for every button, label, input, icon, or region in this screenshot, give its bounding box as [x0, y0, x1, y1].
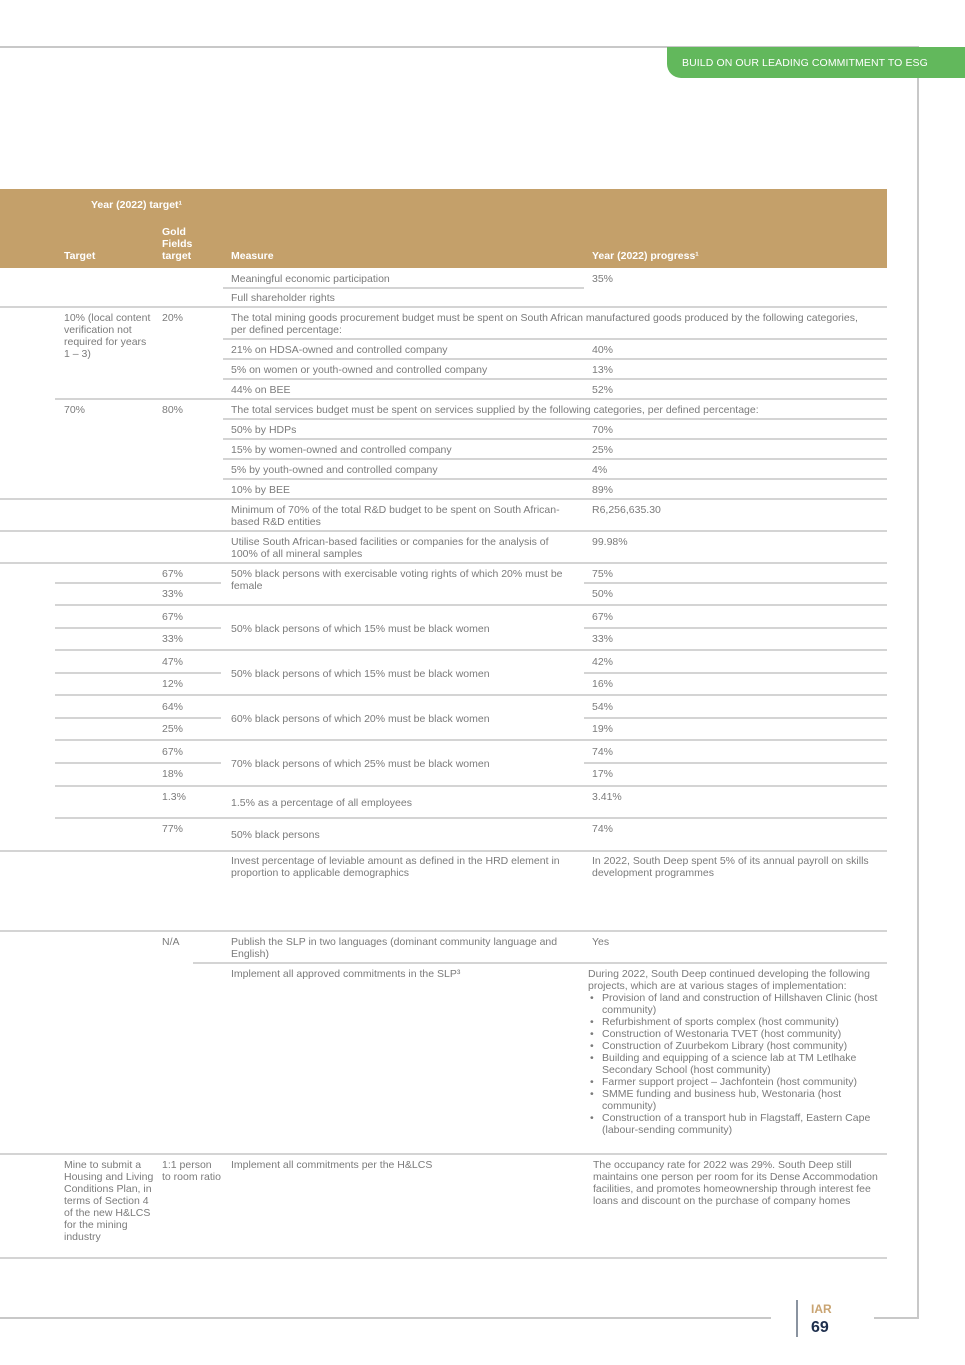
right-rule	[917, 46, 919, 1318]
header-gf-target: Gold Fields target	[162, 226, 193, 262]
measure-cell: 60% black persons of which 20% must be black women	[231, 713, 490, 725]
header-target: Target	[64, 250, 96, 262]
row-divider	[0, 1153, 887, 1155]
target-cell: 70%	[64, 404, 86, 416]
progress-cell: R6,256,635.30	[592, 504, 661, 516]
row-divider	[223, 287, 584, 289]
row-divider	[55, 649, 887, 651]
progress-cell: 16%	[592, 678, 614, 690]
row-divider	[584, 627, 887, 629]
measure-cell: 15% by women-owned and controlled company	[231, 444, 452, 456]
page-number: 69	[811, 1319, 829, 1336]
measure-cell: The total services budget must be spent on services supplied by the following categories, per defined percentage:	[231, 404, 759, 416]
gf-target-cell: 1:1 person to room ratio	[162, 1159, 221, 1183]
gf-target-cell: 64%	[162, 701, 184, 713]
footer-rule	[0, 1317, 771, 1319]
measure-cell: 10% by BEE	[231, 484, 290, 496]
row-divider	[55, 717, 221, 719]
list-item: • Construction of Westonaria TVET (host community)	[588, 1028, 884, 1040]
progress-cell: In 2022, South Deep spent 5% of its annual payroll on skills development programmes	[592, 855, 869, 879]
table-header	[0, 189, 887, 268]
measure-cell: 50% black persons of which 15% must be black women	[231, 668, 490, 680]
measure-cell: 50% black persons	[231, 829, 320, 841]
row-divider	[55, 694, 887, 696]
row-divider	[584, 672, 887, 674]
measure-cell: 5% on women or youth-owned and controlled company	[231, 364, 488, 376]
list-item: • SMME funding and business hub, Westonaria (host community)	[588, 1088, 884, 1112]
progress-cell: 74%	[592, 823, 614, 835]
list-item: • Construction of Zuurbekom Library (host community)	[588, 1040, 884, 1052]
row-divider	[223, 338, 887, 340]
gf-target-cell: 67%	[162, 568, 184, 580]
row-divider	[0, 530, 887, 532]
measure-cell: 1.5% as a percentage of all employees	[231, 797, 412, 809]
gf-target-cell: 33%	[162, 633, 184, 645]
row-divider	[0, 498, 887, 500]
header-year-target: Year (2022) target¹	[91, 199, 183, 211]
list-item: • Provision of land and construction of Hillshaven Clinic (host community)	[588, 992, 884, 1016]
progress-cell: 4%	[592, 464, 608, 476]
progress-cell: 19%	[592, 723, 614, 735]
measure-cell: Implement all approved commitments in the SLP³	[231, 968, 461, 980]
row-divider	[55, 604, 887, 606]
row-divider	[223, 378, 887, 380]
progress-cell: The occupancy rate for 2022 was 29%. South Deep still maintains one person per room for its Dense Accommodation facilities, and promotes homeownership through interest fee loans and discount on the purchase of company homes	[593, 1159, 878, 1207]
row-divider	[0, 1257, 887, 1259]
progress-cell: 99.98%	[592, 536, 628, 548]
row-divider	[193, 962, 887, 964]
row-divider	[223, 438, 887, 440]
row-divider	[0, 930, 887, 932]
row-divider	[55, 739, 887, 741]
progress-cell: 17%	[592, 768, 614, 780]
footer-divider	[796, 1300, 798, 1337]
section-tab: BUILD ON OUR LEADING COMMITMENT TO ESG	[667, 47, 965, 78]
gf-target-cell: 25%	[162, 723, 184, 735]
row-divider	[55, 785, 887, 787]
progress-cell: 75%	[592, 568, 614, 580]
row-divider	[55, 582, 221, 584]
row-divider	[584, 582, 887, 584]
progress-cell: 40%	[592, 344, 614, 356]
measure-cell: Publish the SLP in two languages (dominant community language and English)	[231, 936, 558, 960]
target-cell: 10% (local content verification not required for years 1 – 3)	[64, 312, 151, 360]
progress-cell: 13%	[592, 364, 614, 376]
gf-target-cell: 1.3%	[162, 791, 186, 803]
gf-target-cell: 67%	[162, 746, 184, 758]
footer-rule	[874, 1317, 919, 1319]
row-divider	[223, 358, 887, 360]
progress-cell: 54%	[592, 701, 614, 713]
slp-progress-list	[588, 968, 884, 1136]
footer-report-label: IAR	[811, 1302, 832, 1316]
progress-cell: 33%	[592, 633, 614, 645]
measure-cell: 50% black persons of which 15% must be black women	[231, 623, 490, 635]
row-divider	[0, 306, 887, 308]
row-divider	[223, 418, 887, 420]
progress-cell: 67%	[592, 611, 614, 623]
row-divider	[0, 562, 887, 564]
gf-target-cell: 12%	[162, 678, 184, 690]
list-item: • Building and equipping of a science lab at TM Letlhake Secondary School (host community)	[588, 1052, 884, 1076]
slp-progress-intro: During 2022, South Deep continued developing the following projects, which are at various stages of implementation:	[588, 968, 870, 992]
gf-target-cell: N/A	[162, 936, 180, 948]
gf-target-cell: 20%	[162, 312, 184, 324]
row-divider	[0, 850, 887, 852]
measure-cell: Invest percentage of leviable amount as defined in the HRD element in proportion to applicable demographics	[231, 855, 560, 879]
row-divider	[584, 762, 887, 764]
row-divider	[55, 762, 221, 764]
gf-target-cell: 77%	[162, 823, 184, 835]
gf-target-cell: 80%	[162, 404, 184, 416]
progress-cell: 70%	[592, 424, 614, 436]
row-divider	[55, 398, 887, 400]
measure-cell: 21% on HDSA-owned and controlled company	[231, 344, 448, 356]
progress-cell: 35%	[592, 273, 614, 285]
progress-cell: 25%	[592, 444, 614, 456]
header-measure: Measure	[231, 250, 274, 262]
gf-target-cell: 47%	[162, 656, 184, 668]
measure-cell: Minimum of 70% of the total R&D budget to be spent on South African-based R&D entities	[231, 504, 560, 528]
row-divider	[223, 478, 887, 480]
measure-cell: The total mining goods procurement budget must be spent on South African manufactured goods produced by the following categories, per defined percentage:	[231, 312, 858, 336]
progress-cell: 42%	[592, 656, 614, 668]
row-divider	[55, 817, 887, 819]
progress-cell: Yes	[592, 936, 610, 948]
measure-cell: 50% black persons with exercisable voting rights of which 20% must be female	[231, 568, 563, 592]
row-divider	[55, 627, 221, 629]
gf-target-cell: 33%	[162, 588, 184, 600]
target-cell: Mine to submit a Housing and Living Conditions Plan, in terms of Section 4 of the new H&LCS for the mining industry	[64, 1159, 154, 1243]
measure-cell: Meaningful economic participation	[231, 273, 390, 285]
list-item: • Farmer support project – Jachfontein (host community)	[588, 1076, 884, 1088]
progress-cell: 50%	[592, 588, 614, 600]
list-item: • Refurbishment of sports complex (host community)	[588, 1016, 884, 1028]
progress-cell: 3.41%	[592, 791, 622, 803]
measure-cell: 5% by youth-owned and controlled company	[231, 464, 438, 476]
measure-cell: Full shareholder rights	[231, 292, 335, 304]
measure-cell: Implement all commitments per the H&LCS	[231, 1159, 433, 1171]
row-divider	[223, 458, 887, 460]
measure-cell: 44% on BEE	[231, 384, 291, 396]
header-progress: Year (2022) progress¹	[592, 250, 699, 262]
progress-cell: 74%	[592, 746, 614, 758]
measure-cell: 50% by HDPs	[231, 424, 297, 436]
progress-cell: 89%	[592, 484, 614, 496]
measure-cell: 70% black persons of which 25% must be black women	[231, 758, 490, 770]
list-item: • Construction of a transport hub in Flagstaff, Eastern Cape (labour-sending community)	[588, 1112, 884, 1136]
progress-cell: 52%	[592, 384, 614, 396]
row-divider	[584, 717, 887, 719]
gf-target-cell: 18%	[162, 768, 184, 780]
gf-target-cell: 67%	[162, 611, 184, 623]
measure-cell: Utilise South African-based facilities or companies for the analysis of 100% of all mineral samples	[231, 536, 549, 560]
row-divider	[55, 672, 221, 674]
